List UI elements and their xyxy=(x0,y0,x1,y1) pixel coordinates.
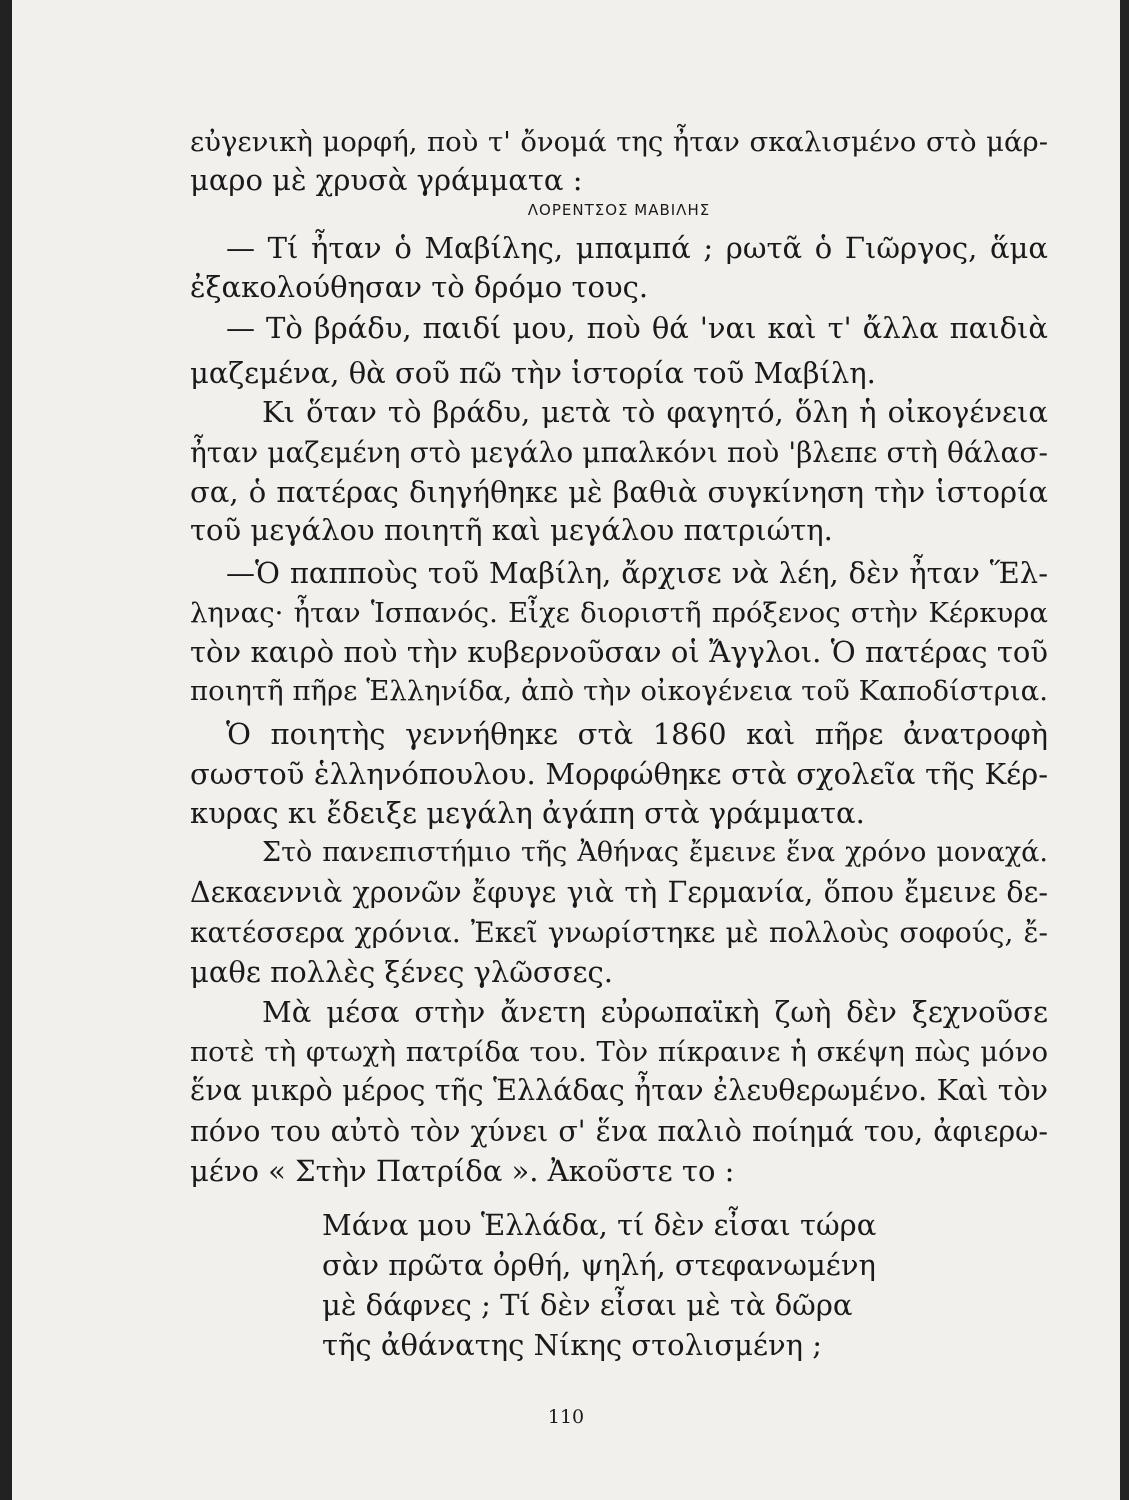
text-line: — Τί ἦταν ὁ Μαβίλης, μπαμπά ; ρωτᾶ ὁ Γιῶργος, ἅμα xyxy=(226,231,1048,265)
text-line: εὐγενικὴ μορφή, ποὺ τ' ὄνομά της ἦταν σκαλισμένο στὸ μάρ- xyxy=(190,126,1048,158)
text-line: μαθε πολλὲς ξένες γλῶσσες. xyxy=(190,955,613,989)
section-heading: ΛΟΡΕΝΤΣΟΣ ΜΑΒΙΛΗΣ xyxy=(527,201,711,219)
text-line: τοῦ μεγάλου ποιητῆ καὶ μεγάλου πατριώτη. xyxy=(190,513,833,547)
text-line: ποτὲ τὴ φτωχὴ πατρίδα του. Τὸν πίκραινε ἡ σκέψη πὼς μόνο xyxy=(190,1036,1048,1068)
text-line: ἦταν μαζεμένη στὸ μεγάλο μπαλκόνι ποὺ 'βλεπε στὴ θάλασ- xyxy=(190,436,1048,469)
text-line: ποιητῆ πῆρε Ἑλληνίδα, ἀπὸ τὴν οἰκογένεια τοῦ Καποδίστρια. xyxy=(190,675,1048,707)
text-line: Ὁ ποιητὴς γεννήθηκε στὰ 1860 καὶ πῆρε ἀνατροφὴ xyxy=(226,717,1048,751)
text-line: ἕνα μικρὸ μέρος τῆς Ἑλλάδας ἦταν ἐλευθερωμένο. Καὶ τὸν xyxy=(190,1074,1048,1107)
text-line: —Ὁ παπποὺς τοῦ Μαβίλη, ἄρχισε νὰ λέη, δὲν ἦταν Ἕλ- xyxy=(226,556,1048,590)
text-line: Κι ὅταν τὸ βράδυ, μετὰ τὸ φαγητό, ὅλη ἡ οἰκογένεια xyxy=(262,395,1048,429)
text-line: σωστοῦ ἑλληνόπουλου. Μορφώθηκε στὰ σχολεῖα τῆς Κέρ- xyxy=(190,757,1048,791)
text-line: μαρο μὲ χρυσὰ γράμματα : xyxy=(190,163,583,197)
text-line: — Τὸ βράδυ, παιδί μου, ποὺ θά 'ναι καὶ τ' ἄλλα παιδιὰ xyxy=(226,311,1048,345)
text-line: μένο « Στὴν Πατρίδα ». Ἀκοῦστε το : xyxy=(190,1154,735,1188)
text-line: κυρας κι ἔδειξε μεγάλη ἀγάπη στὰ γράμματα. xyxy=(190,796,865,830)
page-number: 110 xyxy=(547,1406,585,1428)
verse-line: Μάνα μου Ἑλλάδα, τί δὲν εἶσαι τώρα xyxy=(322,1208,877,1242)
text-line: μαζεμένα, θὰ σοῦ πῶ τὴν ἱστορία τοῦ Μαβίλη. xyxy=(190,356,876,390)
verse-line: σὰν πρῶτα ὀρθή, ψηλή, στεφανωμένη xyxy=(322,1248,876,1282)
text-line: Δεκαεννιὰ χρονῶν ἔφυγε γιὰ τὴ Γερμανία, ὅπου ἔμεινε δε- xyxy=(190,876,1048,909)
text-line: Στὸ πανεπιστήμιο τῆς Ἀθήνας ἔμεινε ἕνα χρόνο μοναχά. xyxy=(262,837,1048,868)
verse-line: μὲ δάφνες ; Τί δὲν εἶσαι μὲ τὰ δῶρα xyxy=(322,1288,853,1322)
verse-line: τῆς ἀθάνατης Νίκης στολισμένη ; xyxy=(322,1328,823,1362)
text-line: Μὰ μέσα στὴν ἄνετη εὐρωπαϊκὴ ζωὴ δὲν ξεχνοῦσε xyxy=(262,995,1048,1029)
text-line: πόνο του αὐτὸ τὸν χύνει σ' ἕνα παλιὸ ποίημά του, ἀφιερω- xyxy=(190,1115,1048,1148)
text-line: ληνας· ἦταν Ἱσπανός. Εἶχε διοριστῆ πρόξενος στὴν Κέρκυρα xyxy=(190,597,1048,629)
book-page xyxy=(12,0,1120,1500)
text-line: σα, ὁ πατέρας διηγήθηκε μὲ βαθιὰ συγκίνηση τὴν ἱστορία xyxy=(190,475,1048,509)
text-line: κατέσσερα χρόνια. Ἐκεῖ γνωρίστηκε μὲ πολλοὺς σοφούς, ἔ- xyxy=(190,916,1048,949)
text-line: ἐξακολούθησαν τὸ δρόμο τους. xyxy=(190,270,649,304)
text-line: τὸν καιρὸ ποὺ τὴν κυβερνοῦσαν οἱ Ἄγγλοι. Ὁ πατέρας τοῦ xyxy=(190,635,1048,669)
